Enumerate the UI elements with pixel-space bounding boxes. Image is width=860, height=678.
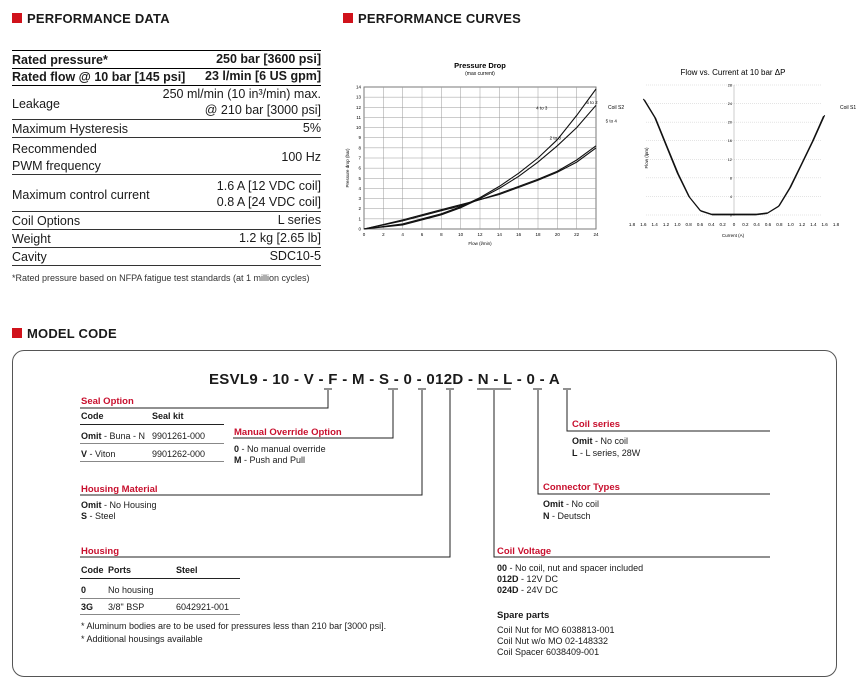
row-value: 1.2 kg [2.65 lb] xyxy=(238,231,321,245)
row-value: 1.6 A [12 VDC coil] xyxy=(216,179,321,193)
series-label: 5 to 4 xyxy=(605,118,617,124)
y-tick-label: 20 xyxy=(727,120,732,125)
coil-s2-label: Coil S2 xyxy=(608,105,625,111)
seal-code-header: Code xyxy=(81,411,104,421)
connector-types-line: N - Deutsch xyxy=(543,511,591,521)
row-label: Leakage xyxy=(12,97,60,111)
x-tick-label: 16 xyxy=(516,232,522,237)
x-tick-label: 0.4 xyxy=(753,222,760,227)
row-value: SDC10-5 xyxy=(269,249,321,263)
y-tick-label: 4 xyxy=(358,185,361,191)
row-label-2: PWM frequency xyxy=(12,159,101,173)
spare-part-line: Coil Spacer 6038409-001 xyxy=(497,647,600,657)
x-axis-label: Flow (l/min) xyxy=(468,241,492,246)
coil-voltage-line: 024D - 24V DC xyxy=(497,585,559,595)
y-tick-label: 5 xyxy=(358,175,361,181)
housing-code: 3G xyxy=(81,602,94,612)
row-value: 5% xyxy=(302,121,321,135)
y-tick-label: 14 xyxy=(355,84,361,90)
chart-title: Flow vs. Current at 10 bar ΔP xyxy=(680,68,786,77)
row-label: Cavity xyxy=(12,250,47,264)
coil-voltage-connector xyxy=(494,390,770,557)
housing-note: * Aluminum bodies are to be used for pressures less than 210 bar [3000 psi]. xyxy=(81,621,387,631)
housing-material-line: S - Steel xyxy=(81,511,116,521)
y-tick-label: 16 xyxy=(727,139,732,144)
x-axis-label: Current (A) xyxy=(721,233,745,238)
housing-ports: No housing xyxy=(108,585,154,595)
row-label: Coil Options xyxy=(12,214,81,228)
y-tick-label: 11 xyxy=(356,114,361,120)
y-tick-label: 24 xyxy=(727,102,732,107)
seal-kit-value: 9901261-000 xyxy=(152,431,206,441)
y-tick-label: 6 xyxy=(358,165,361,171)
y-tick-label: 9 xyxy=(358,135,361,141)
connector-types-line: Omit - No coil xyxy=(543,499,600,509)
y-tick-label: 28 xyxy=(727,83,732,88)
row-label: Recommended xyxy=(12,142,97,156)
model-code-string: ESVL9 - 10 - V - F - M - S - 0 - 012D - N - L - 0 - A xyxy=(209,371,560,388)
manual-override-line: M - Push and Pull xyxy=(234,455,306,465)
seal-row: V - Viton xyxy=(81,449,116,459)
x-tick-label: 0.6 xyxy=(764,222,772,227)
seal-row: Omit - Buna - N xyxy=(81,431,146,441)
row-value: L series xyxy=(277,213,321,227)
x-tick-label: 2 xyxy=(382,232,385,237)
x-tick-label: 24 xyxy=(593,232,599,237)
performance-data-title: PERFORMANCE DATA xyxy=(27,11,170,26)
divider xyxy=(80,614,240,615)
y-tick-label: 12 xyxy=(355,104,361,110)
housing-connector xyxy=(80,390,450,557)
coil-voltage-title: Coil Voltage xyxy=(497,546,552,557)
coil-voltage-line: 012D - 12V DC xyxy=(497,574,559,584)
row-label: Weight xyxy=(12,232,51,246)
housing-code: 0 xyxy=(81,585,87,595)
y-axis-label: Pressure drop (bar) xyxy=(345,148,350,188)
y-tick-label: 8 xyxy=(358,145,361,151)
row-label: Maximum control current xyxy=(12,188,150,202)
model-code-title: MODEL CODE xyxy=(27,326,117,341)
series-label: 5 to 2 xyxy=(586,100,598,106)
x-tick-label: 1.6 xyxy=(640,222,647,227)
coil-voltage-line: 00 - No coil, nut and spacer included xyxy=(497,563,644,573)
x-tick-label: 0.6 xyxy=(696,222,704,227)
spare-parts-title: Spare parts xyxy=(497,610,550,621)
divider xyxy=(80,578,240,579)
row-value: 23 l/min [6 US gpm] xyxy=(205,69,321,83)
row-value: 250 bar [3600 psi] xyxy=(216,52,321,66)
x-tick-label: 14 xyxy=(496,232,502,237)
y-axis-label: Flow (lpm) xyxy=(644,147,649,169)
x-tick-label: 22 xyxy=(574,232,580,237)
housing-ports: 3/8" BSP xyxy=(108,602,145,612)
x-tick-label: 1.4 xyxy=(810,222,817,227)
divider xyxy=(80,424,224,425)
x-tick-label: 0.4 xyxy=(708,222,715,227)
divider xyxy=(80,461,224,462)
housing-ports-header: Ports xyxy=(108,565,132,575)
housing-code-header: Code xyxy=(81,565,104,575)
seal-kit-header: Seal kit xyxy=(152,411,184,421)
x-tick-label: 0.8 xyxy=(776,222,783,227)
y-tick-label: 2 xyxy=(358,206,361,212)
y-tick-label: 1 xyxy=(358,216,361,222)
y-tick-label: 4 xyxy=(729,194,732,199)
row-label: Rated flow @ 10 bar [145 psi] xyxy=(12,70,186,84)
spare-part-line: Coil Nut for MO 6038813-001 xyxy=(497,625,615,635)
x-tick-label: 10 xyxy=(458,232,464,237)
coil-series-line: Omit - No coil xyxy=(572,436,629,446)
row-value: 100 Hz xyxy=(281,150,321,164)
row-label: Rated pressure* xyxy=(12,53,108,67)
y-tick-label: 10 xyxy=(355,125,361,131)
coil-series-title: Coil series xyxy=(572,419,621,430)
coil-series-line: L - L series, 28W xyxy=(572,448,641,458)
y-tick-label: 0 xyxy=(358,226,361,232)
row-label: Maximum Hysteresis xyxy=(12,122,128,136)
connector-types-title: Connector Types xyxy=(543,482,620,493)
housing-steel: 6042921-001 xyxy=(176,602,230,612)
x-tick-label: 1.2 xyxy=(662,222,670,227)
seal-option-title: Seal Option xyxy=(81,396,134,407)
chart-subtitle: (max current) xyxy=(465,71,495,77)
x-tick-label: 8 xyxy=(440,232,443,237)
y-tick-label: 3 xyxy=(358,196,361,202)
x-tick-label: 0.8 xyxy=(685,222,692,227)
y-tick-label: 8 xyxy=(729,176,732,181)
row-value: 250 ml/min (10 in³/min) max. xyxy=(162,87,321,101)
housing-steel-header: Steel xyxy=(176,565,198,575)
footnote: *Rated pressure based on NFPA fatigue test standards (at 1 million cycles) xyxy=(12,273,310,283)
x-tick-label: 18 xyxy=(535,232,541,237)
x-tick-label: 0 xyxy=(732,222,736,227)
divider xyxy=(80,598,240,599)
housing-note: * Additional housings available xyxy=(81,634,203,644)
y-tick-label: 13 xyxy=(355,94,361,100)
coil-s1-label: Coil S1 xyxy=(840,105,857,111)
x-tick-label: 20 xyxy=(554,232,560,237)
y-tick-label: 7 xyxy=(358,155,361,161)
manual-override-title: Manual Override Option xyxy=(234,427,342,438)
x-tick-label: 1.0 xyxy=(787,222,794,227)
y-tick-label: 12 xyxy=(727,157,732,162)
series-label: 2 to 3 xyxy=(549,135,561,141)
series-label: 4 to 3 xyxy=(536,105,548,111)
row-value-2: 0.8 A [24 VDC coil] xyxy=(216,195,321,209)
x-tick-label: 6 xyxy=(420,232,424,237)
x-tick-label: 0 xyxy=(362,232,366,237)
housing-material-title: Housing Material xyxy=(81,484,158,495)
y-tick-label: 0 xyxy=(729,213,732,218)
x-tick-label: 0.2 xyxy=(742,222,749,227)
x-tick-label: 12 xyxy=(477,232,483,237)
divider xyxy=(80,443,224,444)
x-tick-label: 4 xyxy=(401,232,404,237)
x-tick-label: 1.8 xyxy=(628,222,636,227)
performance-curves-title: PERFORMANCE CURVES xyxy=(358,11,521,26)
housing-title: Housing xyxy=(81,546,119,557)
row-value-2: @ 210 bar [3000 psi] xyxy=(204,103,321,117)
x-tick-label: 1.4 xyxy=(651,222,658,227)
x-tick-label: 1.2 xyxy=(798,222,806,227)
seal-kit-value: 9901262-000 xyxy=(152,449,206,459)
chart-title: Pressure Drop xyxy=(454,61,506,70)
x-tick-label: 1.6 xyxy=(821,222,828,227)
x-tick-label: 0.2 xyxy=(719,222,726,227)
x-tick-label: 1.8 xyxy=(832,222,840,227)
manual-override-line: 0 - No manual override xyxy=(234,444,326,454)
x-tick-label: 1.0 xyxy=(674,222,681,227)
housing-material-line: Omit - No Housing xyxy=(81,500,157,510)
spare-part-line: Coil Nut w/o MO 02-148332 xyxy=(497,636,609,646)
